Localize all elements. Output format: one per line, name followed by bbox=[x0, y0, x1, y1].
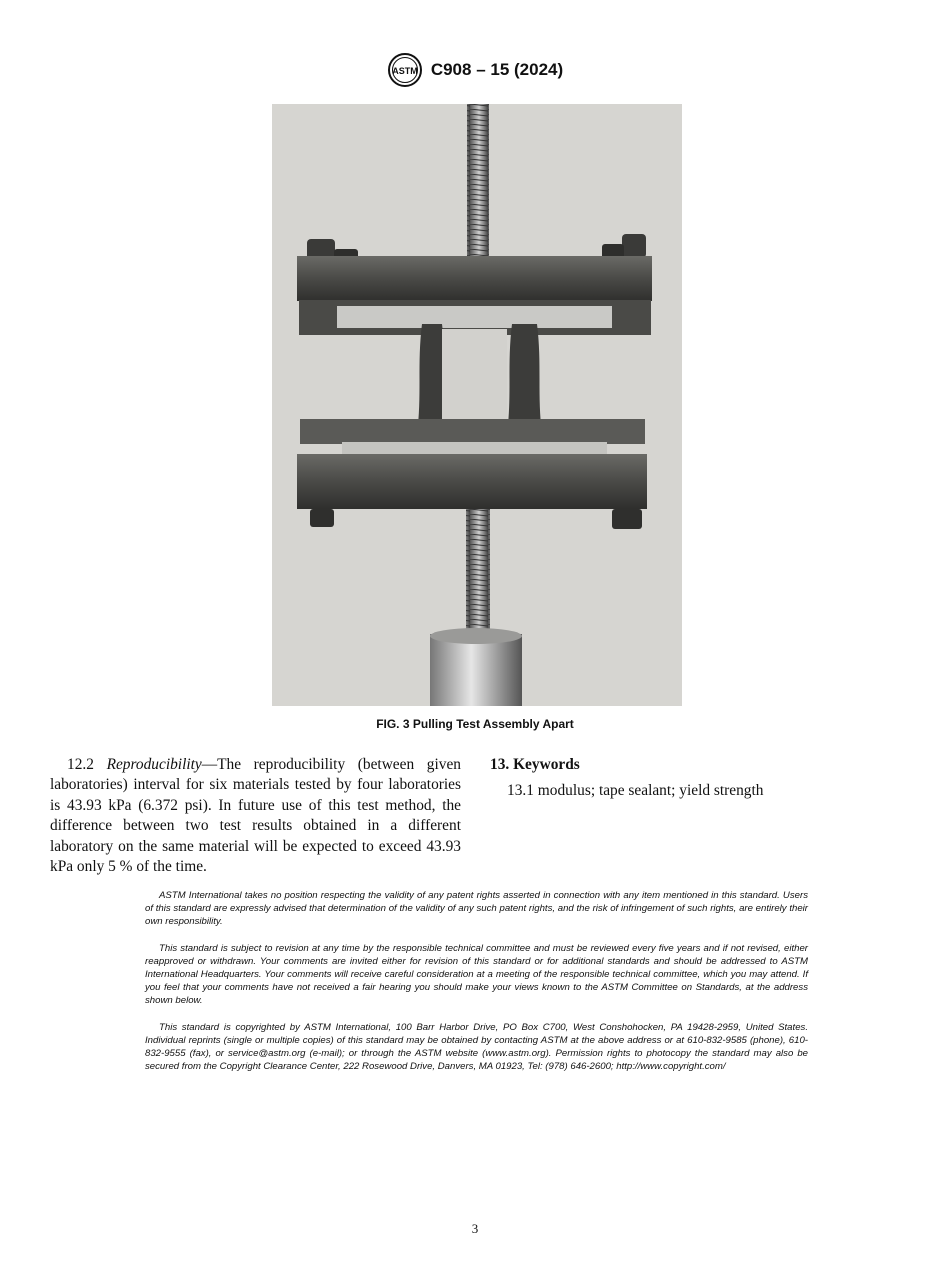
section-12-2 bbox=[50, 755, 461, 877]
section-number: 12.2 bbox=[67, 756, 94, 773]
section-13-keywords bbox=[490, 755, 900, 802]
keywords-heading: 13. Keywords bbox=[490, 756, 580, 773]
threaded-rod-top bbox=[467, 104, 489, 259]
keywords-item-number: 13.1 bbox=[507, 782, 534, 800]
base-cylinder bbox=[430, 634, 522, 706]
page-header bbox=[0, 52, 950, 88]
lower-plate bbox=[297, 454, 647, 509]
notice-patent: ASTM International takes no position respecting the validity of any patent rights asserted in connection with any item mentioned in this standard. Users of this standard are expressly advised that determination of the validity of any such patent rights, and the risk of infringement of such rights, are entirely their own responsibility. bbox=[145, 890, 808, 927]
svg-text:ASTM: ASTM bbox=[392, 66, 418, 76]
page-number: 3 bbox=[471, 1221, 479, 1236]
keywords-item-text: modulus; tape sealant; yield strength bbox=[537, 782, 764, 800]
astm-logo-icon bbox=[387, 52, 423, 88]
section-term: Reproducibility bbox=[106, 756, 202, 773]
notice-copyright: This standard is copyrighted by ASTM International, 100 Barr Harbor Drive, PO Box C700, West Conshohocken, PA 19428-2959, United States. Individual reprints (single or multiple copies) of this standard may be obtained by contacting ASTM at the above address or at 610-832-9585 (phone), 610-832-9555 (fax), or service@astm.org (e-mail); or through the ASTM website (www.astm.org). Permission rights to photocopy the standard may also be secured from the Copyright Clearance Center, 222 Rosewood Drive, Danvers, MA 01923, Tel: (978) 646-2600; http://www.copyright.com/ bbox=[145, 1022, 808, 1072]
notice-revision: This standard is subject to revision at any time by the responsible technical committee and must be reviewed every five years and if not revised, either reapproved or withdrawn. Your comments are invited either for revision of this standard or for additional standards and should be addressed to ASTM International Headquarters. Your comments will receive careful consideration at a meeting of the responsible technical committee, which you may attend. If you feel that your comments have not received a fair hearing you should make your views known to the ASTM Committee on Standards, at the address shown below. bbox=[145, 943, 808, 1006]
figure-photo bbox=[272, 104, 682, 706]
standard-designation: C908 – 15 (2024) bbox=[430, 60, 564, 79]
legal-notices bbox=[145, 889, 808, 1087]
figure-caption: FIG. 3 Pulling Test Assembly Apart bbox=[376, 717, 574, 731]
section-text: —The reproducibility (between given laboratories) interval for six materials tested by four laboratories is 43.93 kPa (6.372 psi). In future use of this test method, the difference between two test results obtained in a different laboratory on the same material will be expected to exceed 43.93 kPa only 5 % of the time. bbox=[50, 756, 461, 876]
upper-plate bbox=[297, 256, 652, 301]
threaded-rod-bottom bbox=[466, 509, 490, 639]
